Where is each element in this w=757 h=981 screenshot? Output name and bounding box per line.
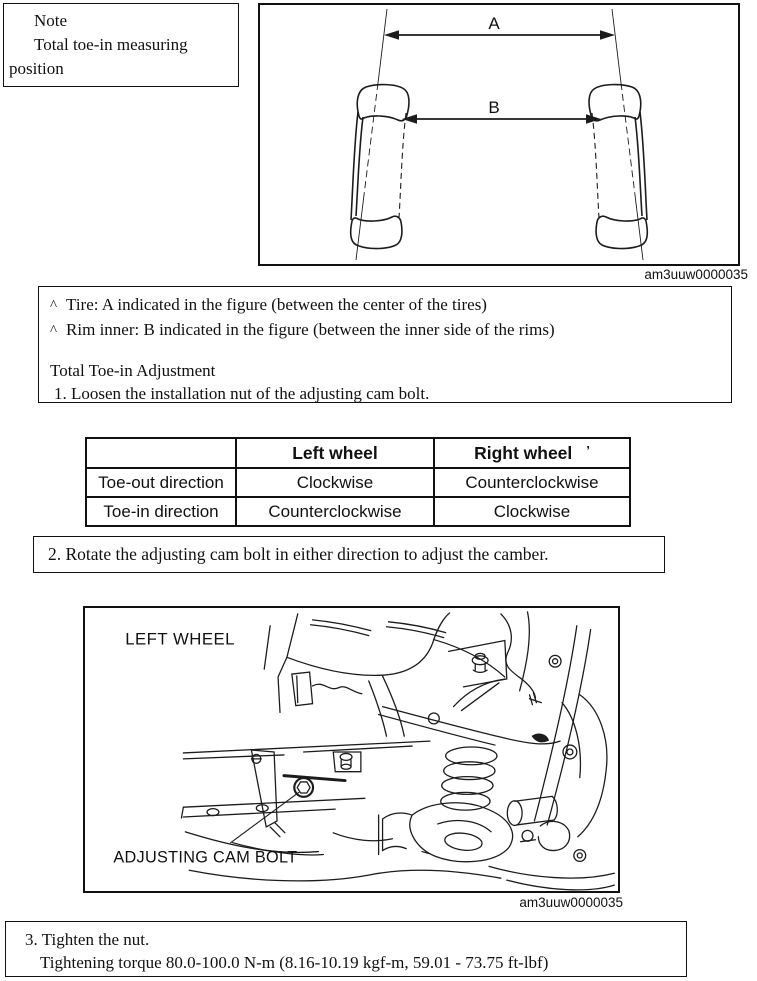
subframe	[428, 640, 506, 724]
wheel-center-lines	[356, 9, 643, 260]
table-header-row	[86, 438, 630, 468]
upper-arm	[379, 707, 577, 759]
adjustment-direction-table	[85, 437, 631, 527]
bushing	[507, 796, 585, 861]
adjusting-cam-bolt-figure	[83, 606, 620, 893]
tightening-torque-text: Tightening torque 80.0-100.0 N-m (8.16-10.19 kgf-m, 59.01 - 73.75 ft-lbf)	[40, 953, 549, 972]
step-3-text: 3. Tighten the nut.	[25, 930, 150, 949]
right-wheel-value: Counterclockwise	[434, 468, 630, 497]
table-row-toe-out	[86, 468, 630, 497]
adjusting-cam-bolt-label: ADJUSTING CAM BOLT	[113, 848, 298, 867]
left-wheel-value: Clockwise	[236, 468, 434, 497]
floor-pan	[264, 613, 449, 736]
right-wheel-value: Clockwise	[434, 497, 630, 526]
step-2-box	[33, 536, 665, 573]
step-3-box	[5, 921, 687, 977]
toe-in-measuring-figure	[258, 3, 740, 266]
caret-marker: ^	[50, 298, 58, 314]
stray-mark: ’	[586, 442, 590, 458]
dimension-a-label: A	[488, 14, 500, 33]
figure-code: am3uuw0000035	[644, 267, 748, 282]
trailing-arm	[379, 803, 513, 862]
dimension-b-arrow	[402, 98, 601, 124]
left-tire	[351, 85, 409, 249]
left-wheel-value: Counterclockwise	[236, 497, 434, 526]
note-body: Total toe-in measuring position	[9, 35, 188, 78]
dimension-a-arrow	[384, 14, 615, 40]
shock-absorber	[534, 626, 606, 837]
header-empty	[86, 438, 236, 468]
dimension-b-label: B	[488, 98, 500, 117]
figure-code: am3uuw0000035	[519, 895, 623, 910]
step-2-text: 2. Rotate the adjusting cam bolt in either direction to adjust the camber.	[48, 544, 549, 564]
toe-in-diagram-svg	[260, 5, 738, 264]
row-label: Toe-in direction	[86, 497, 236, 526]
note-title: Note	[34, 11, 68, 30]
leader-line	[231, 792, 299, 842]
suspension-diagram-svg	[85, 608, 618, 891]
row-label: Toe-out direction	[86, 468, 236, 497]
left-wheel-label: LEFT WHEEL	[125, 629, 236, 649]
lateral-link	[183, 741, 430, 841]
info-box	[38, 286, 732, 403]
brake-hose	[501, 612, 541, 705]
side-sill	[181, 798, 364, 818]
header-left-wheel: Left wheel	[236, 438, 434, 468]
caret-marker: ^	[50, 323, 58, 339]
step-1-text: 1. Loosen the installation nut of the adjusting cam bolt.	[54, 384, 430, 403]
bullet-rim	[50, 318, 723, 343]
bullet-tire	[50, 293, 723, 318]
bullet-rim-text: Rim inner: B indicated in the figure (between the inner side of the rims)	[66, 320, 555, 339]
coil-spring	[441, 747, 497, 810]
section-heading: Total Toe-in Adjustment	[50, 361, 216, 380]
header-right-wheel: Right wheel ’	[434, 438, 630, 468]
table-row-toe-in	[86, 497, 630, 526]
note-box	[3, 3, 239, 87]
bullet-tire-text: Tire: A indicated in the figure (between the center of the tires)	[66, 295, 487, 314]
